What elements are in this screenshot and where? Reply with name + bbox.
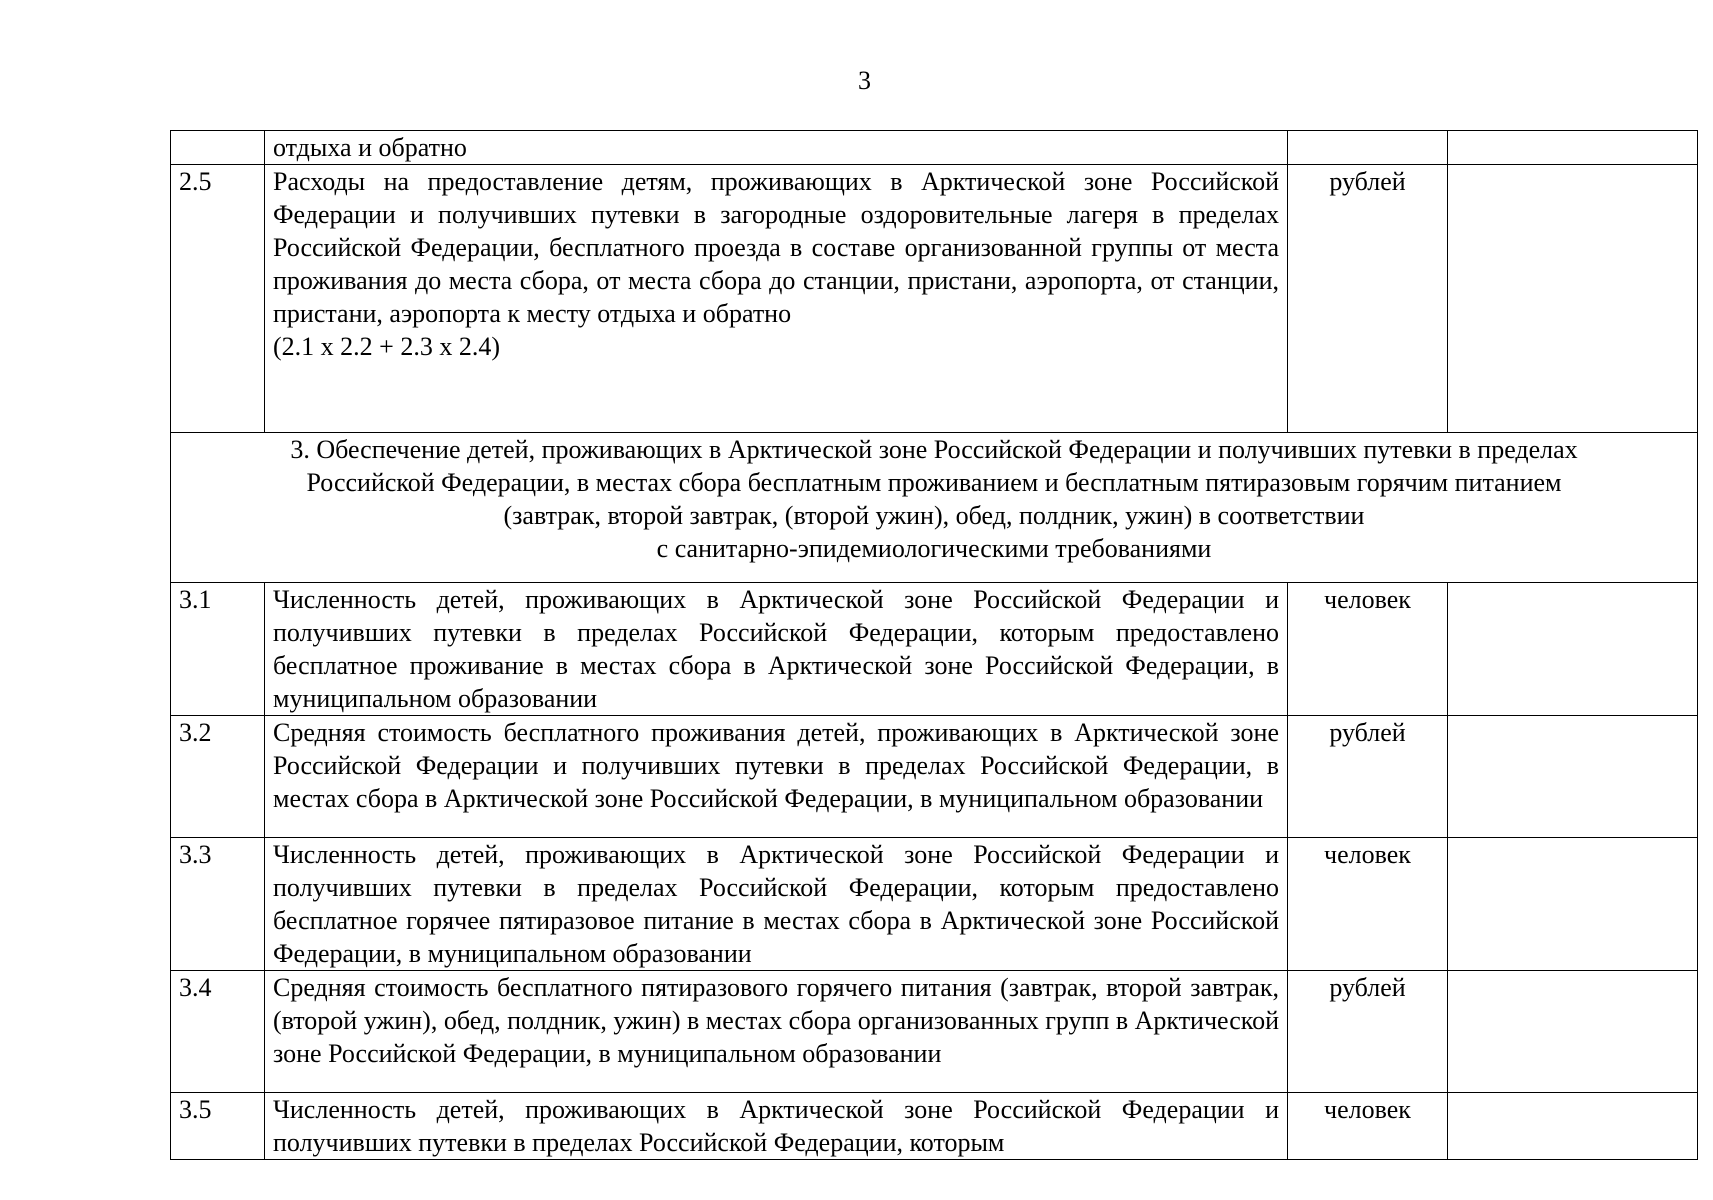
section-title-line: Российской Федерации, в местах сбора бесплатным проживанием и бесплатным пятиразовым горячим питанием <box>306 468 1562 497</box>
table-row <box>171 131 1698 165</box>
indicator-description-cell <box>265 1093 1288 1160</box>
indicator-description-cell <box>265 583 1288 716</box>
indicator-description: Численность детей, проживающих в Арктической зоне Российской Федерации и получивших путевки в пределах Российской Федерации, которым <box>273 1095 1279 1157</box>
section-title-line: с санитарно-эпидемиологическими требованиями <box>656 534 1212 563</box>
value-cell <box>1448 716 1698 838</box>
page-number: 3 <box>858 66 871 95</box>
row-number-cell <box>171 131 265 165</box>
indicator-description: Численность детей, проживающих в Арктической зоне Российской Федерации и получивших путевки в пределах Российской Федерации, которым предоставлено бесплатное горячее пятиразовое питание в местах сбора в Арктической зоне Российской Федерации, в муниципальном образовании <box>273 840 1279 968</box>
value-cell <box>1448 971 1698 1093</box>
section-title <box>171 433 1698 583</box>
unit-cell: рублей <box>1288 165 1448 433</box>
row-number-cell: 2.5 <box>171 165 265 433</box>
value-cell <box>1448 165 1698 433</box>
row-number-cell: 3.3 <box>171 838 265 971</box>
section-title-line: (завтрак, второй завтрак, (второй ужин), обед, полдник, ужин) в соответствии <box>503 501 1365 530</box>
table-row <box>171 838 1698 971</box>
unit-cell: человек <box>1288 838 1448 971</box>
value-cell <box>1448 838 1698 971</box>
table-row <box>171 1093 1698 1160</box>
table-body <box>171 131 1698 1160</box>
unit-cell: рублей <box>1288 971 1448 1093</box>
table-row <box>171 583 1698 716</box>
section-title-line: 3. Обеспечение детей, проживающих в Арктической зоне Российской Федерации и получивших путевки в пределах <box>290 435 1578 464</box>
indicator-formula: (2.1 x 2.2 + 2.3 x 2.4) <box>273 332 500 361</box>
unit-cell <box>1288 131 1448 165</box>
row-number-cell: 3.5 <box>171 1093 265 1160</box>
indicator-description-cell <box>265 131 1288 165</box>
table-row <box>171 716 1698 838</box>
indicator-description: Средняя стоимость бесплатного проживания детей, проживающих в Арктической зоне Российской Федерации и получивших путевки в пределах Российской Федерации, в местах сбора в Арктической зоне Российской Федерации, в муниципальном образовании <box>273 718 1279 813</box>
unit-cell: человек <box>1288 583 1448 716</box>
value-cell <box>1448 131 1698 165</box>
unit-cell: человек <box>1288 1093 1448 1160</box>
section-header-row <box>171 433 1698 583</box>
value-cell <box>1448 1093 1698 1160</box>
indicator-table <box>170 130 1698 1160</box>
unit-cell: рублей <box>1288 716 1448 838</box>
indicator-description-cell <box>265 971 1288 1093</box>
indicator-description: Расходы на предоставление детям, проживающих в Арктической зоне Российской Федерации и получивших путевки в загородные оздоровительные лагеря в пределах Российской Федерации, бесплатного проезда в составе организованной группы от места проживания до места сбора, от места сбора до станции, пристани, аэропорта, от станции, пристани, аэропорта к месту отдыха и обратно <box>273 167 1279 328</box>
table-row <box>171 165 1698 433</box>
indicator-description-cell <box>265 716 1288 838</box>
row-number-cell: 3.2 <box>171 716 265 838</box>
value-cell <box>1448 583 1698 716</box>
indicator-description-cell <box>265 838 1288 971</box>
indicator-description: отдыха и обратно <box>273 133 467 162</box>
indicator-description-cell <box>265 165 1288 433</box>
indicator-description: Численность детей, проживающих в Арктической зоне Российской Федерации и получивших путевки в пределах Российской Федерации, которым предоставлено бесплатное проживание в местах сбора в Арктической зоне Российской Федерации, в муниципальном образовании <box>273 585 1279 713</box>
indicator-description: Средняя стоимость бесплатного пятиразового горячего питания (завтрак, второй завтрак, (второй ужин), обед, полдник, ужин) в местах сбора организованных групп в Арктической зоне Российской Федерации, в муниципальном образовании <box>273 973 1280 1068</box>
table-row <box>171 971 1698 1093</box>
row-number-cell: 3.4 <box>171 971 265 1093</box>
row-number-cell: 3.1 <box>171 583 265 716</box>
